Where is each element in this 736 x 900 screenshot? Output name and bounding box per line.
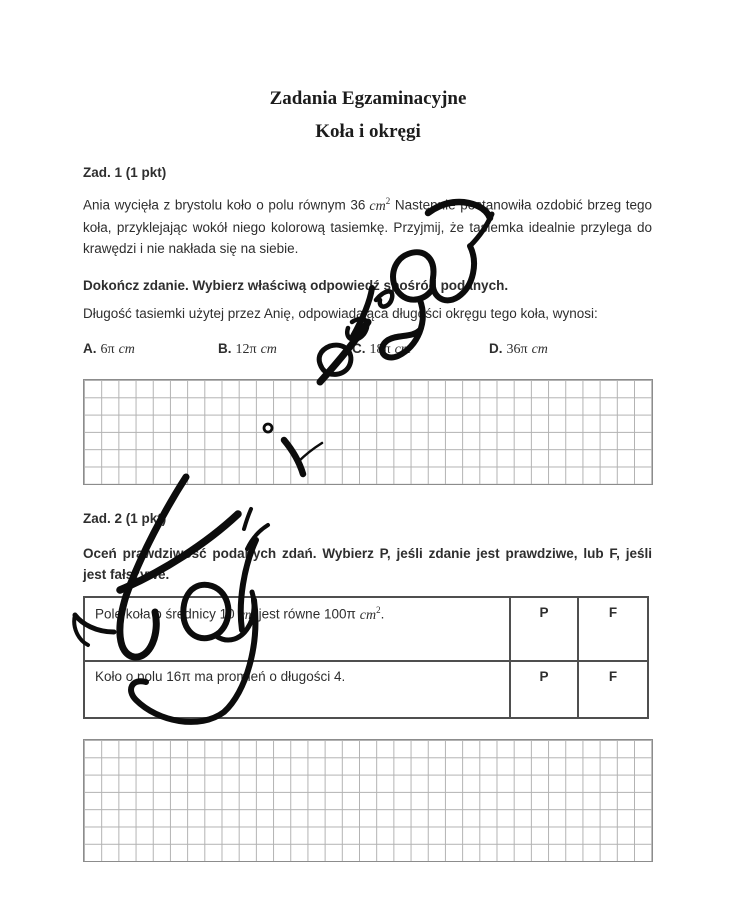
graph-paper-top [83, 379, 653, 485]
option-a [83, 341, 135, 358]
unit-cm: cm [359, 607, 377, 623]
task2-instruction: Oceń prawdziwość podanych zdań. Wybierz P, jeśli zdanie jest prawdziwe, lub F, jeśli jest fałszywe. [83, 546, 652, 583]
superscript-2: 2 [376, 605, 381, 615]
statement-text-2: jest równe 100π [254, 606, 356, 622]
option-c-label: C. [352, 341, 366, 356]
document-title [0, 82, 736, 148]
option-c-value: 18π [369, 342, 391, 357]
graph-paper-bottom [83, 739, 653, 862]
option-b-value: 12π [235, 342, 257, 357]
task1-heading: Zad. 1 (1 pkt) [83, 165, 167, 180]
statement-text-3: . [380, 606, 385, 622]
handwriting-stroke [244, 509, 251, 529]
task1-paragraph-text-1: Ania wycięła z brystolu koło o polu równym 36 [83, 197, 366, 213]
statement-cell [85, 662, 509, 717]
table-row [85, 598, 647, 660]
p-cell: P [509, 598, 577, 660]
task1-question: Długość tasiemki użytej przez Anię, odpowiadająca długości okręgu tego koła, wynosi: [83, 306, 598, 321]
statement-cell [85, 598, 509, 660]
f-cell: F [577, 598, 647, 660]
table-row [85, 660, 647, 717]
p-cell: P [509, 662, 577, 717]
title-line-2: Koła i okręgi [315, 121, 421, 142]
unit-cm: cm [238, 607, 255, 623]
option-d-label: D. [489, 341, 503, 356]
option-c [352, 341, 411, 358]
title-line-1: Zadania Egzaminacyjne [269, 88, 467, 109]
option-d-value: 36π [506, 342, 528, 357]
statement-text-1: Pole koła o średnicy 10 [95, 606, 235, 622]
option-d [489, 341, 548, 358]
true-false-table [83, 596, 649, 719]
unit-cm: cm [369, 198, 386, 214]
task1-paragraph [83, 191, 652, 259]
task1-instruction: Dokończ zdanie. Wybierz właściwą odpowiedź spośród podanych. [83, 278, 509, 293]
task2-heading: Zad. 2 (1 pkt) [83, 511, 167, 526]
unit-cm: cm [260, 342, 277, 357]
option-a-label: A. [83, 341, 97, 356]
statement-text-1: Koło o polu 16π ma promień o długości 4. [95, 669, 346, 684]
f-cell: F [577, 662, 647, 717]
option-b [218, 341, 277, 358]
task1-paragraph-text-2: Następnie postanowiła ozdobić brzeg tego koła, przyklejając wokół niego kolorową tasiemkę. Przyjmij, że tasiemka idealnie przylega do krawędzi i nie nakłada się na siebie. [83, 197, 652, 257]
option-b-label: B. [218, 341, 232, 356]
answer-options [83, 341, 652, 361]
option-a-value: 6π [100, 342, 115, 357]
superscript-2: 2 [385, 196, 391, 206]
unit-cm: cm [531, 342, 548, 357]
unit-cm: cm [394, 342, 411, 357]
unit-cm: cm [118, 342, 135, 357]
